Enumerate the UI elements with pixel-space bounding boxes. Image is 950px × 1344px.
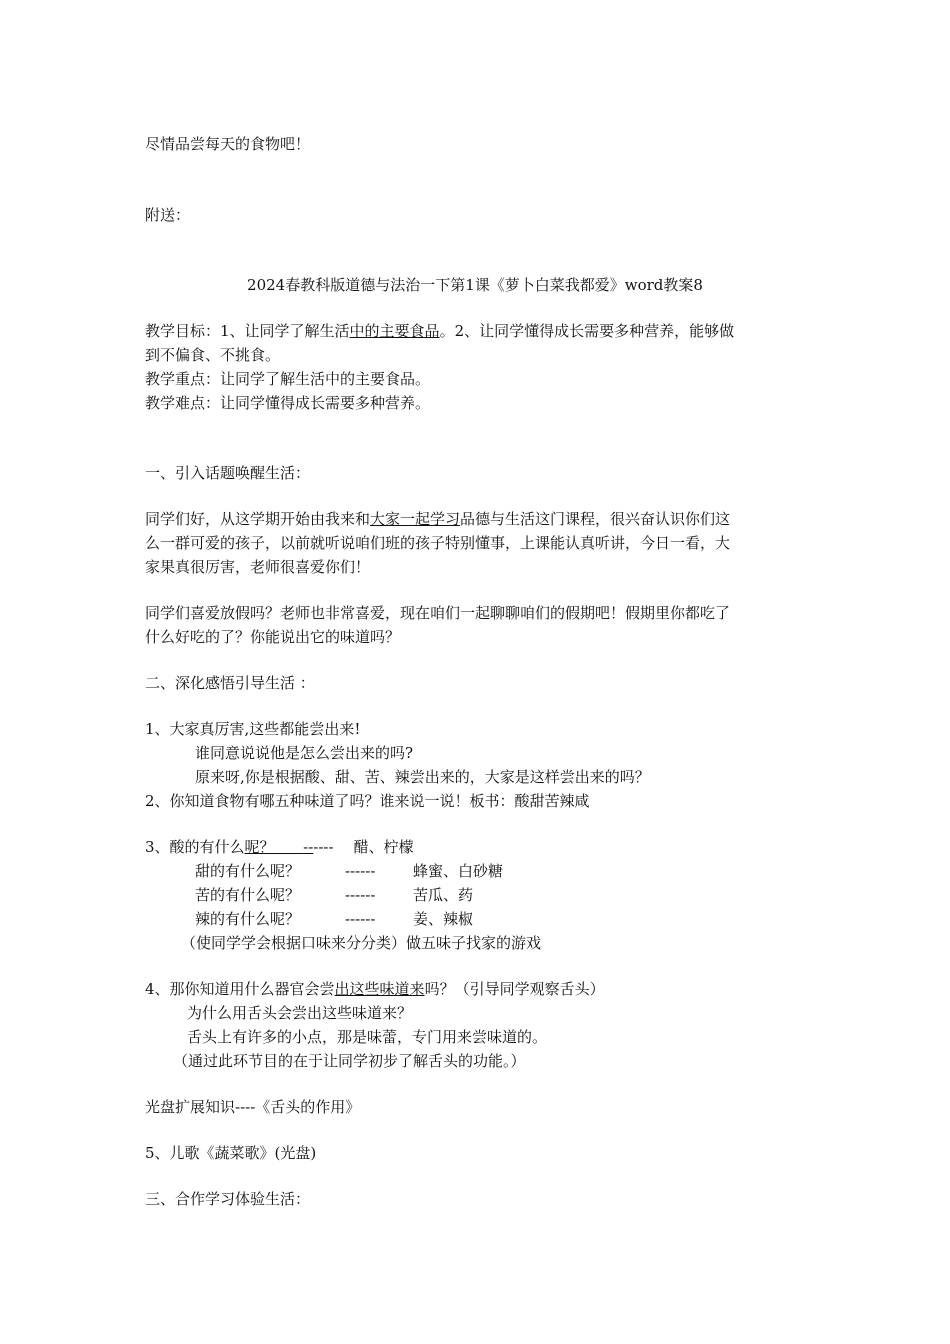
- item-3-text: 3、酸的有什么: [145, 838, 245, 856]
- item-3-underlined: 呢？ --: [244, 838, 314, 856]
- item-1-sub-b: 原来呀,你是根据酸、甜、苦、辣尝出来的，大家是这样尝出来的吗？: [195, 768, 650, 786]
- item-4-note: （通过此环节目的在于让同学初步了解舌头的功能。）: [173, 1052, 526, 1070]
- greeting-underlined: 大家一起学习: [370, 510, 461, 528]
- item-4-underlined: 出这些味道来: [334, 980, 425, 998]
- list-item-5: 5、儿歌《蔬菜歌》(光盘): [145, 1144, 317, 1162]
- teaching-goals: [145, 319, 805, 415]
- objective-line-2: 到不偏食、不挑食。: [145, 346, 281, 364]
- item-2-text: 2、你知道食物有哪五种味道了吗？谁来说一说！板书：酸甜苦辣咸: [145, 792, 590, 810]
- holiday-line-1: 同学们喜爱放假吗？老师也非常喜爱，现在咱们一起聊聊咱们的假期吧！假期里你都吃了: [145, 604, 731, 622]
- greeting-text-end: 品德与生活这门课程，很兴奋认识你们这: [460, 510, 731, 528]
- document-page: [145, 122, 805, 1211]
- bitter-answer: 苦瓜、药: [413, 886, 474, 904]
- item-1-sub-a: 谁同意说说他是怎么尝出来的吗?: [195, 744, 414, 762]
- difficulty-point: 教学难点：让同学懂得成长需要多种营养。: [145, 394, 431, 412]
- item-4-text-end: 吗？（引导同学观察舌头）: [424, 980, 605, 998]
- bitter-dashes: ------: [345, 886, 376, 904]
- document-title: 2024春教科版道德与法治一下第1课《萝卜白菜我都爱》word教案8: [247, 276, 703, 294]
- greeting-line-2: 么一群可爱的孩子，以前就听说咱们班的孩子特别懂事，上课能认真听讲，今日一看，大: [145, 534, 731, 552]
- attachment-label: 附送：: [145, 206, 191, 224]
- spicy-question: 辣的有什么呢？: [195, 910, 301, 928]
- paragraph-holiday: [145, 601, 805, 649]
- objective-line: [145, 319, 805, 343]
- section-heading-2: 二、深化感悟引导生活 ：: [145, 674, 315, 692]
- list-item-1: [145, 717, 805, 813]
- spicy-answer: 姜、辣椒: [413, 910, 474, 928]
- item-3-answer: 醋、柠檬: [353, 838, 414, 856]
- greeting-line-3: 家果真很厉害，老师很喜爱你们！: [145, 558, 371, 576]
- cd-extension: 光盘扩展知识----《舌头的作用》: [145, 1098, 361, 1116]
- bitter-question: 苦的有什么呢？: [195, 886, 301, 904]
- item-4-sub-a: 为什么用舌头会尝出这些味道来？: [187, 1004, 413, 1022]
- item-4-text: 4、那你知道用什么器官会尝: [145, 980, 335, 998]
- paragraph-greeting: [145, 507, 805, 579]
- sweet-answer: 蜂蜜、白砂糖: [413, 862, 504, 880]
- intro-line: 尽情品尝每天的食物吧！: [145, 135, 311, 153]
- item-3-dash: ----: [313, 838, 334, 856]
- sweet-dashes: ------: [345, 862, 376, 880]
- holiday-line-2: 什么好吃的了？你能说出它的味道吗？: [145, 628, 401, 646]
- objective-text: 教学目标：1、让同学了解生活: [145, 322, 350, 340]
- greeting-text: 同学们好，从这学期开始由我来和: [145, 510, 371, 528]
- item-1-text: 1、大家真厉害,这些都能尝出来!: [145, 720, 361, 738]
- list-item-3: [145, 835, 805, 955]
- objective-underlined: 中的主要食品: [349, 322, 440, 340]
- item-3-note: （使同学学会根据口味来分分类）做五味子找家的游戏: [181, 934, 542, 952]
- key-point: 教学重点：让同学了解生活中的主要食品。: [145, 370, 431, 388]
- item-4-sub-b: 舌头上有许多的小点，那是味蕾，专门用来尝味道的。: [187, 1028, 548, 1046]
- section-heading-3: 三、合作学习体验生活：: [145, 1190, 311, 1208]
- spicy-dashes: ------: [345, 910, 376, 928]
- sweet-question: 甜的有什么呢？: [195, 862, 301, 880]
- section-heading-1: 一、引入话题唤醒生活：: [145, 464, 311, 482]
- list-item-4: [145, 977, 805, 1073]
- objective-text-end: 。2、让同学懂得成长需要多种营养，能够做: [439, 322, 735, 340]
